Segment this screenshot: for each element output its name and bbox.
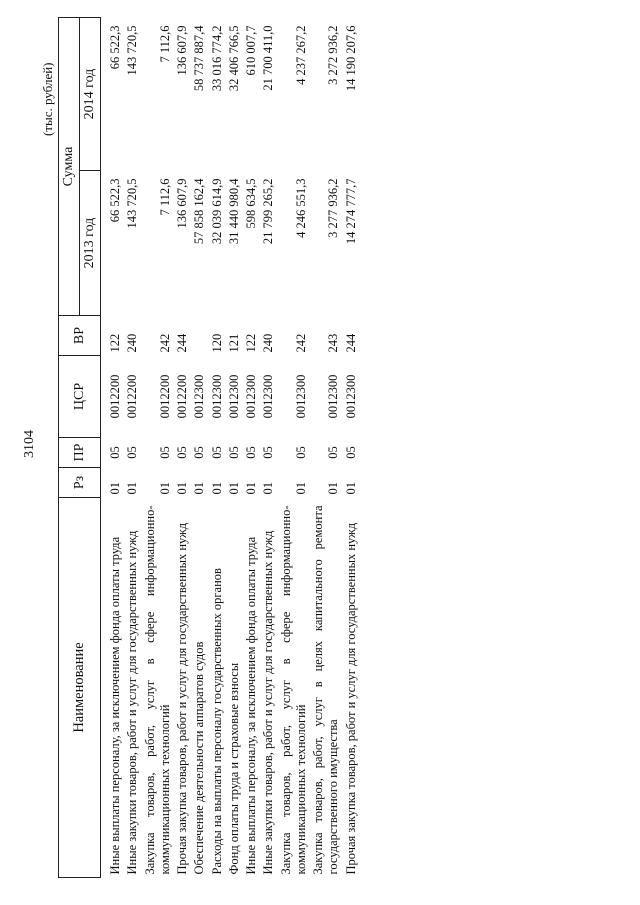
row-2013-cell: 143 720,5 — [125, 178, 140, 229]
row-2014-cell: 136 607,9 — [175, 25, 189, 76]
row-name-cell: Иные выплаты персоналу, за исключением фонда оплаты труда — [244, 536, 258, 875]
row-vr-cell: 244 — [343, 333, 358, 353]
table-row — [124, 18, 141, 878]
row-2013-cell: 7 112,6 — [157, 178, 172, 216]
table-row — [343, 18, 360, 878]
row-vr-cell: 242 — [293, 333, 308, 353]
row-csr-cell: 0012300 — [244, 374, 258, 419]
row-vr-cell: 240 — [261, 333, 276, 353]
row-2013-cell: 136 607,9 — [175, 178, 189, 229]
col-header-rz: Рз — [59, 468, 101, 498]
row-2013-cell: 598 634,5 — [244, 178, 258, 229]
row-name-cell: Закупка товаров, работ, услуг в сфере информационно-коммуникационных технологий — [278, 505, 308, 875]
row-pr-cell: 05 — [175, 446, 189, 459]
row-vr-cell: 122 — [108, 333, 122, 353]
row-rz-cell: 01 — [209, 482, 224, 495]
page-number: 3104 — [22, 430, 37, 458]
row-csr-cell: 0012200 — [108, 374, 122, 419]
row-rz-cell: 01 — [226, 482, 241, 495]
table-row — [226, 18, 243, 878]
col-header-csr: ЦСР — [59, 356, 101, 438]
row-2014-cell: 32 406 766,5 — [226, 25, 241, 92]
table-row — [260, 18, 277, 878]
row-csr-cell: 0012300 — [326, 374, 341, 419]
row-2014-cell: 14 190 207,6 — [343, 25, 358, 92]
row-2014-cell: 33 016 774,2 — [209, 25, 224, 92]
row-vr-cell: 240 — [125, 333, 140, 353]
row-2014-cell: 143 720,5 — [125, 25, 140, 76]
table-body — [101, 18, 360, 878]
row-pr-cell: 05 — [343, 446, 358, 459]
col-header-vr: ВР — [59, 316, 101, 356]
row-csr-cell: 0012300 — [261, 374, 276, 419]
row-name-cell: Фонд оплаты труда и страховые взносы — [226, 662, 241, 875]
row-rz-cell: 01 — [108, 482, 122, 495]
row-name-cell: Иные выплаты персоналу, за исключением фонда оплаты труда — [108, 536, 122, 875]
row-name-cell: Закупка товаров, работ, услуг в целях капитального ремонта государственного имущества — [311, 505, 341, 875]
row-name-cell: Прочая закупка товаров, работ и услуг для государственных нужд — [175, 522, 189, 875]
row-2013-cell: 14 274 777,7 — [343, 178, 358, 245]
row-2014-cell: 4 237 267,2 — [293, 25, 308, 85]
row-csr-cell: 0012200 — [175, 374, 189, 419]
row-vr-cell: 120 — [209, 333, 224, 353]
row-rz-cell: 01 — [293, 482, 308, 495]
rotated-page — [0, 18, 640, 878]
row-csr-cell: 0012300 — [192, 374, 207, 419]
row-2013-cell: 57 858 162,4 — [192, 178, 207, 245]
table-row — [107, 18, 124, 878]
row-2014-cell: 7 112,6 — [157, 25, 172, 63]
row-rz-cell: 01 — [343, 482, 358, 495]
table-row — [310, 18, 343, 878]
units-note: (тыс. рублей) — [40, 62, 55, 136]
row-name-cell: Обеспечение деятельности аппаратов судов — [192, 641, 207, 875]
table-row — [278, 18, 311, 878]
row-pr-cell: 05 — [244, 446, 258, 459]
row-pr-cell: 05 — [209, 446, 224, 459]
row-2014-cell: 58 737 887,4 — [192, 25, 207, 92]
row-pr-cell: 05 — [226, 446, 241, 459]
row-name-cell: Закупка товаров, работ, услуг в сфере информационно-коммуникационных технологий — [142, 505, 172, 875]
row-csr-cell: 0012200 — [125, 374, 140, 419]
row-2013-cell: 3 277 936,2 — [326, 178, 341, 238]
row-csr-cell: 0012300 — [226, 374, 241, 419]
row-name-cell: Иные закупки товаров, работ и услуг для государственных нужд — [125, 530, 140, 875]
row-pr-cell: 05 — [108, 446, 122, 459]
row-2013-cell: 4 246 551,3 — [293, 178, 308, 238]
row-csr-cell: 0012300 — [343, 374, 358, 419]
row-rz-cell: 01 — [175, 482, 189, 495]
row-rz-cell: 01 — [244, 482, 258, 495]
row-2013-cell: 31 440 980,4 — [226, 178, 241, 245]
col-header-pr: ПР — [59, 438, 101, 468]
row-name-cell: Прочая закупка товаров, работ и услуг для государственных нужд — [343, 522, 358, 875]
table-row — [209, 18, 226, 878]
row-vr-cell: 242 — [157, 333, 172, 353]
col-header-name: Наименование — [59, 498, 101, 878]
row-name-cell: Иные закупки товаров, работ и услуг для государственных нужд — [261, 530, 276, 875]
row-pr-cell: 05 — [326, 446, 341, 459]
table-row — [174, 18, 191, 878]
row-2014-cell: 66 522,3 — [108, 25, 122, 70]
row-vr-cell: 243 — [326, 333, 341, 353]
row-2013-cell: 32 039 614,9 — [209, 178, 224, 245]
row-2013-cell: 66 522,3 — [108, 178, 122, 223]
row-rz-cell: 01 — [192, 482, 207, 495]
row-2014-cell: 3 272 936,2 — [326, 25, 341, 85]
row-name-cell: Расходы на выплаты персоналу государственных органов — [209, 568, 224, 875]
row-rz-cell: 01 — [125, 482, 140, 495]
row-vr-cell: 244 — [175, 333, 189, 353]
row-2014-cell: 610 007,7 — [244, 25, 258, 76]
row-rz-cell: 01 — [326, 482, 341, 495]
row-vr-cell: 121 — [226, 333, 241, 353]
budget-table — [58, 17, 360, 878]
row-2014-cell: 21 700 411,0 — [261, 25, 276, 91]
table-row — [191, 18, 208, 878]
row-pr-cell: 05 — [293, 446, 308, 459]
row-pr-cell: 05 — [125, 446, 140, 459]
row-csr-cell: 0012300 — [209, 374, 224, 419]
row-csr-cell: 0012300 — [293, 374, 308, 419]
row-rz-cell: 01 — [157, 482, 172, 495]
col-header-sum: Сумма — [59, 18, 80, 316]
header-row — [59, 18, 80, 878]
row-pr-cell: 05 — [192, 446, 207, 459]
table-row — [243, 18, 260, 878]
col-header-2014: 2014 год — [80, 18, 101, 171]
row-vr-cell: 122 — [244, 333, 258, 353]
row-pr-cell: 05 — [157, 446, 172, 459]
row-csr-cell: 0012200 — [157, 374, 172, 419]
row-pr-cell: 05 — [261, 446, 276, 459]
row-vr-cell — [191, 316, 208, 356]
table-row — [142, 18, 175, 878]
row-2013-cell: 21 799 265,2 — [261, 178, 276, 245]
col-header-2013: 2013 год — [80, 171, 101, 316]
row-rz-cell: 01 — [261, 482, 276, 495]
